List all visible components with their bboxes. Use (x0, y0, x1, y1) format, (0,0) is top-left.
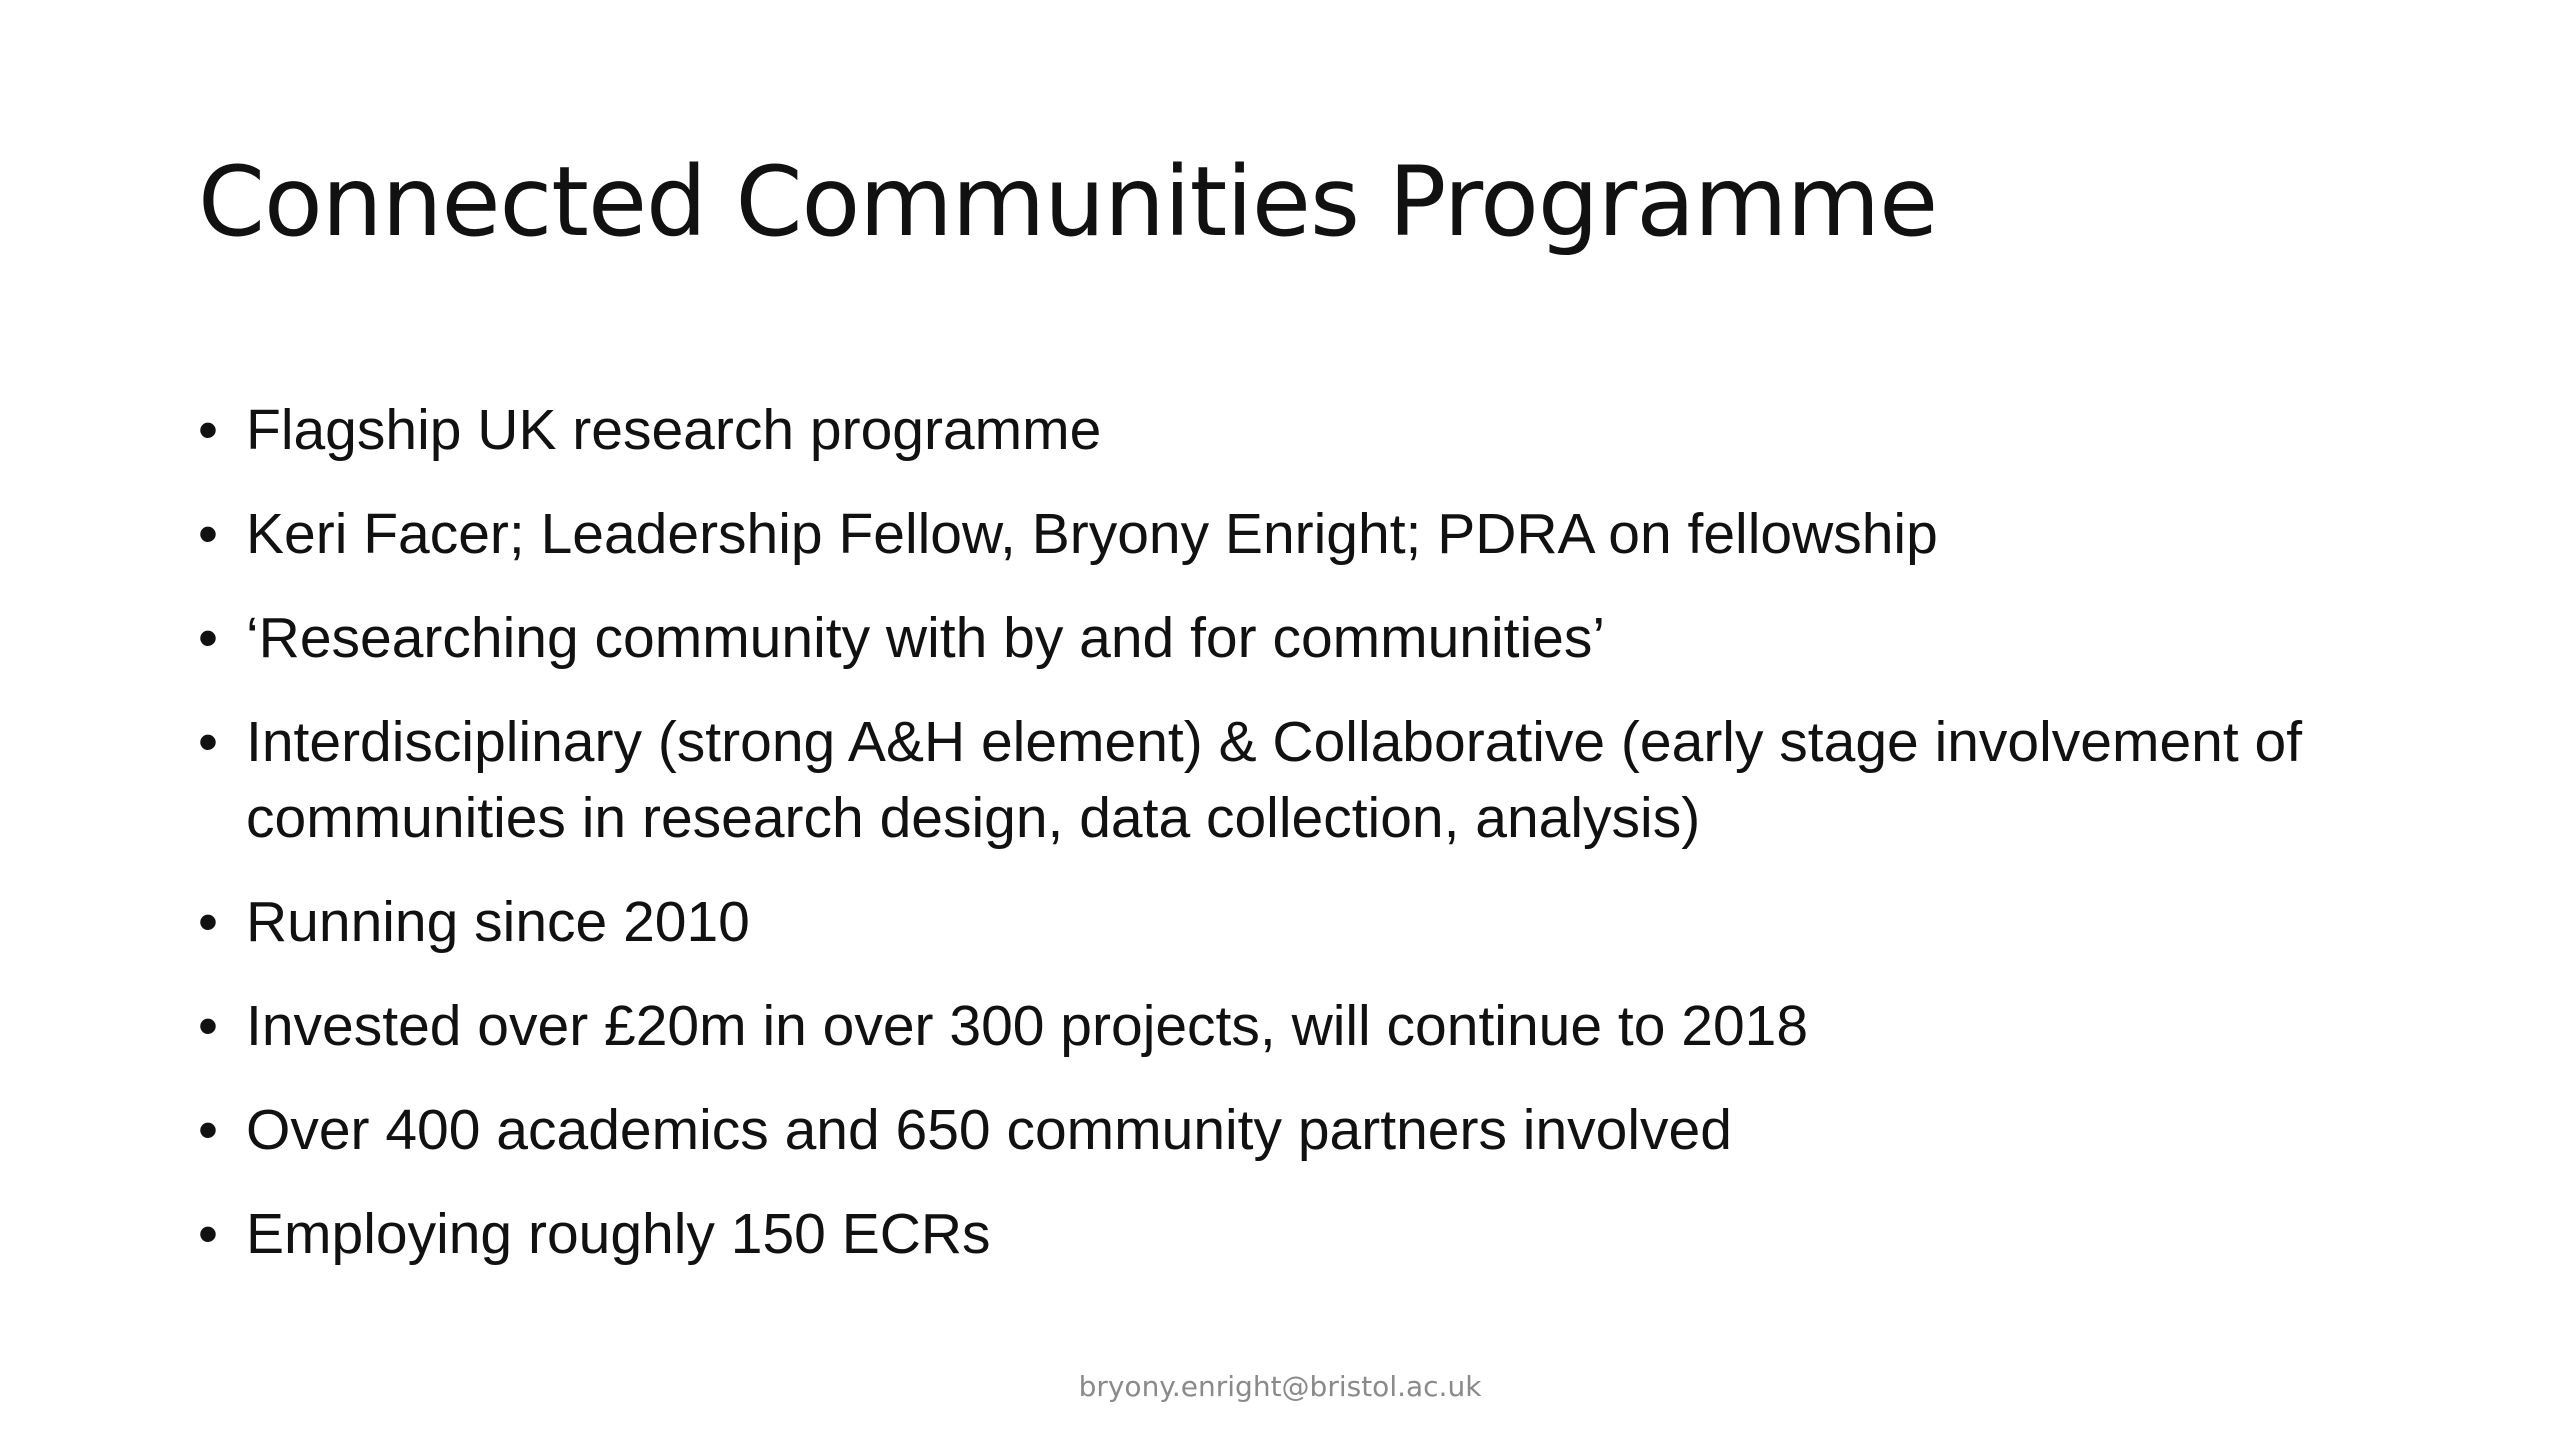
bullet-item (198, 884, 2398, 960)
bullet-item (198, 1092, 2398, 1168)
bullet-icon: • (198, 710, 218, 774)
bullet-icon: • (198, 890, 218, 954)
bullet-text: Invested over £20m in over 300 projects, will continue to 2018 (246, 994, 1809, 1058)
bullet-item (198, 600, 2398, 676)
bullet-icon: • (198, 1098, 218, 1162)
bullet-item (198, 496, 2398, 572)
bullet-text: Employing roughly 150 ECRs (246, 1202, 991, 1266)
bullet-item (198, 704, 2398, 856)
bullet-text: Running since 2010 (246, 890, 750, 954)
footer-email: bryony.enright@bristol.ac.uk (1078, 1370, 1482, 1403)
bullet-icon: • (198, 1202, 218, 1266)
bullet-icon: • (198, 994, 218, 1058)
bullet-icon: • (198, 398, 218, 462)
bullet-item (198, 392, 2398, 468)
bullet-text: Flagship UK research programme (246, 398, 1102, 462)
bullet-icon: • (198, 606, 218, 670)
bullet-text: Interdisciplinary (strong A&H element) & Collaborative (early stage involvement of communities in research design, data collection, analysis) (246, 710, 2303, 850)
bullet-list (198, 392, 2398, 1300)
slide-title: Connected Communities Programme (198, 146, 1938, 258)
bullet-text: Keri Facer; Leadership Fellow, Bryony Enright; PDRA on fellowship (246, 502, 1938, 566)
bullet-text: ‘Researching community with by and for communities’ (246, 606, 1606, 670)
bullet-text: Over 400 academics and 650 community partners involved (246, 1098, 1732, 1162)
bullet-item (198, 988, 2398, 1064)
bullet-icon: • (198, 502, 218, 566)
bullet-item (198, 1196, 2398, 1272)
